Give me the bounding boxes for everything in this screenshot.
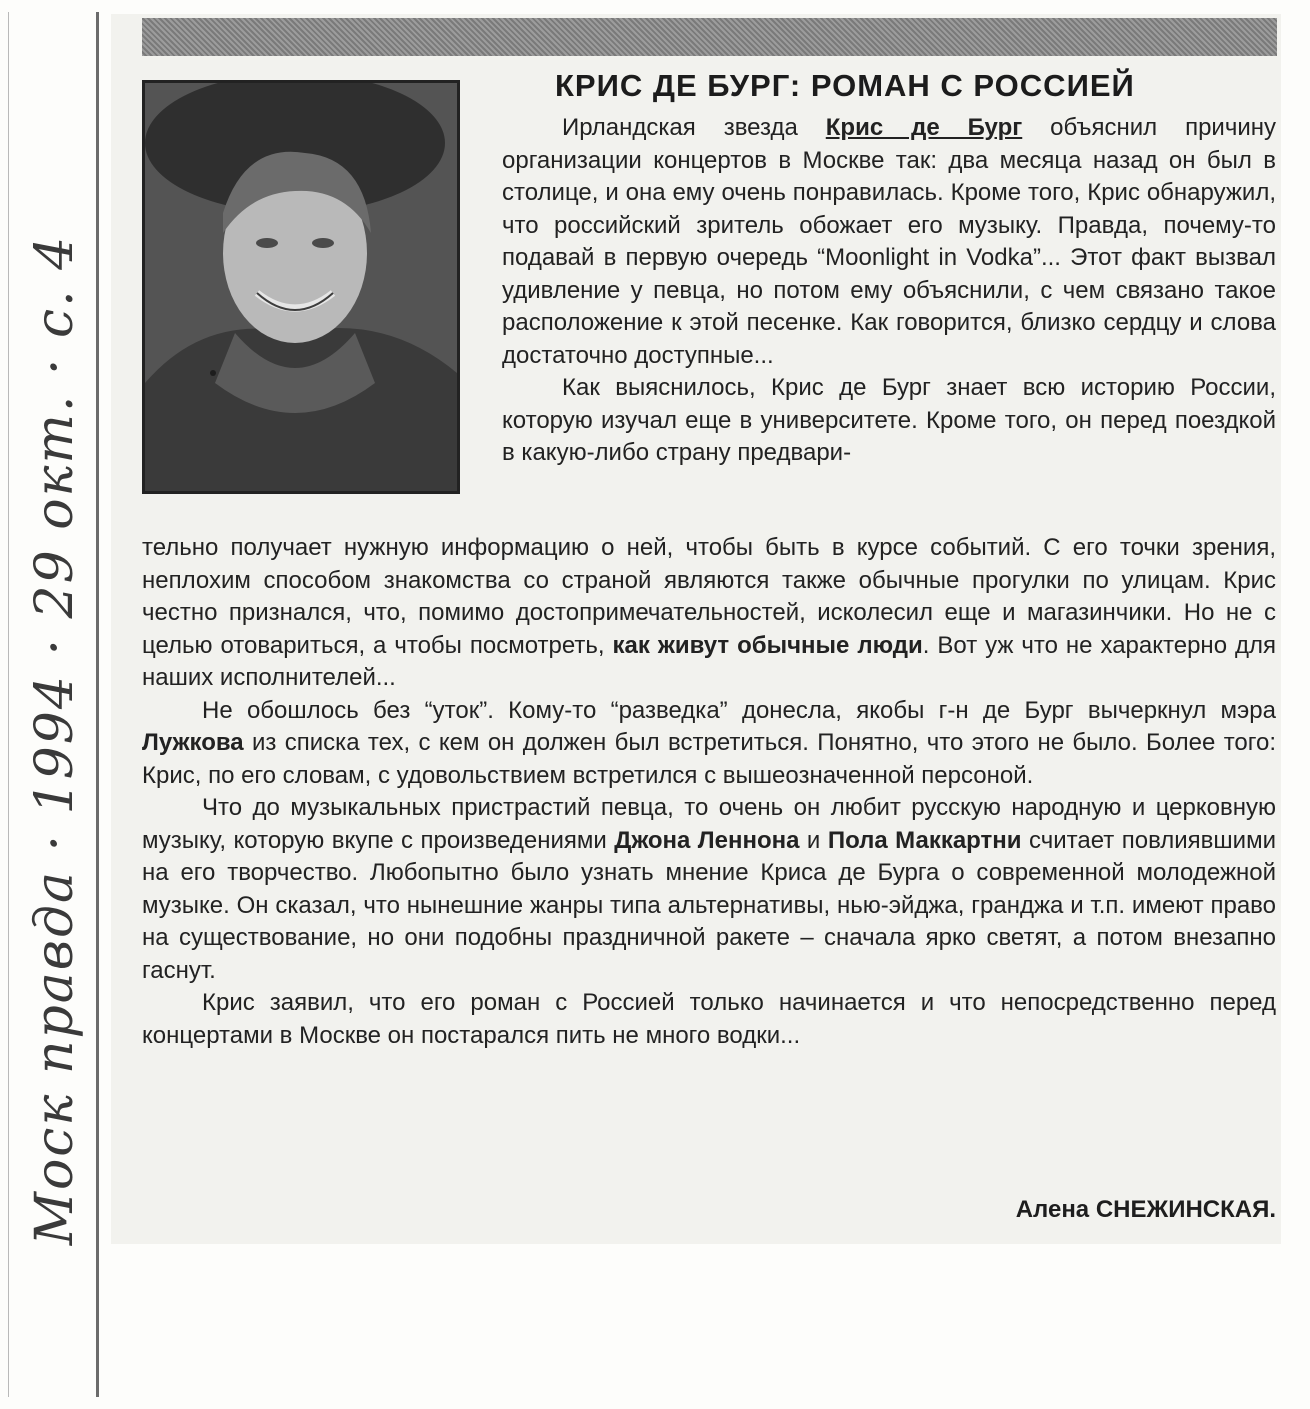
- article-column-right: [502, 112, 1276, 470]
- headline: КРИС ДЕ БУРГ: РОМАН С РОССИЕЙ: [555, 68, 1135, 103]
- handwritten-source-note: Моск правда · 1994 · 29 окт. · с. 4: [25, 234, 85, 1246]
- portrait-photo: [142, 80, 460, 494]
- p3-bold: Лужкова: [142, 729, 244, 756]
- article-column-full: [142, 532, 1276, 1052]
- p1-text-b: объяснил причину организации концертов в Москве так: два месяца назад он был в столице, и она ему очень понравилась. Кроме того, Крис обнаружил, что российский зритель обожает его музыку. Правда, почему-то подавай в первую очередь “Moonlight in Vodka”... Этот факт вызвал удивление у певца, но потом ему объяснили, с чем связано такое расположение к этой песенке. Как говорится, близко сердцу и слова достаточно доступные...: [502, 114, 1276, 369]
- paragraph-1: [502, 112, 1276, 372]
- paragraph-4: [142, 792, 1276, 987]
- p1-name: Крис де Бург: [825, 114, 1023, 141]
- margin-rule: [96, 12, 99, 1397]
- p4-text-a: Что до музыкальных пристрастий певца, то очень он любит русскую народную и церковную музыку, которую вкупе с произведениями: [142, 794, 1276, 854]
- p4-bold-1: Джона Леннона: [614, 826, 800, 854]
- p4-bold-2: Пола Маккартни: [827, 826, 1022, 854]
- p3-text-b: из списка тех, с кем он должен был встретиться. Понятно, что этого не было. Более того: Крис, по его словам, с удовольствием встретился с вышеозначенной персоной.: [142, 729, 1276, 789]
- scan-edge-line: [8, 12, 9, 1397]
- p3-text-a: Не обошлось без “уток”. Кому-то “разведка” донесла, якобы г-н де Бург вычеркнул мэра: [202, 696, 1276, 724]
- p2-bold: как живут обычные люди: [612, 631, 923, 659]
- p2-text-a: тельно получает нужную информацию о ней, чтобы быть в курсе событий. С его точки зрения, неплохим способом знакомства со страной являются также обычные прогулки по улицам. Крис честно признался, что, помимо достопримечательностей, исколесил еще и магазинчики. Но не с целью отовариться, а чтобы посмотреть,: [142, 534, 1276, 659]
- paragraph-2-start: Как выяснилось, Крис де Бург знает всю историю России, которую изучал еще в университете. Кроме того, он перед поездкой в какую-либо страну предвари-: [502, 374, 1276, 466]
- paragraph-3: [142, 695, 1276, 793]
- p4-and: и: [799, 826, 828, 854]
- p2-text-b: . Вот уж что не характерно для наших исполнителей...: [142, 631, 1276, 691]
- p4-text-b: считает повлиявшими на его творчество. Любопытно было узнать мнение Криса де Бурга о современной молодежной музыке. Он сказал, что нынешние жанры типа альтернативы, нью-эйджа, гранджа и т.п. имеют право на существование, но они подобны праздничной ракете – сначала ярко светят, а потом внезапно гаснут.: [142, 826, 1276, 984]
- byline: Алена СНЕЖИНСКАЯ.: [1015, 1196, 1276, 1223]
- paragraph-5: Крис заявил, что его роман с Россией только начинается и что непосредственно перед концертами в Москве он постарался пить не много водки...: [142, 989, 1276, 1049]
- paragraph-2-continued: [142, 532, 1276, 695]
- p1-text-a: Ирландская звезда: [562, 114, 826, 141]
- header-bar: [142, 18, 1277, 56]
